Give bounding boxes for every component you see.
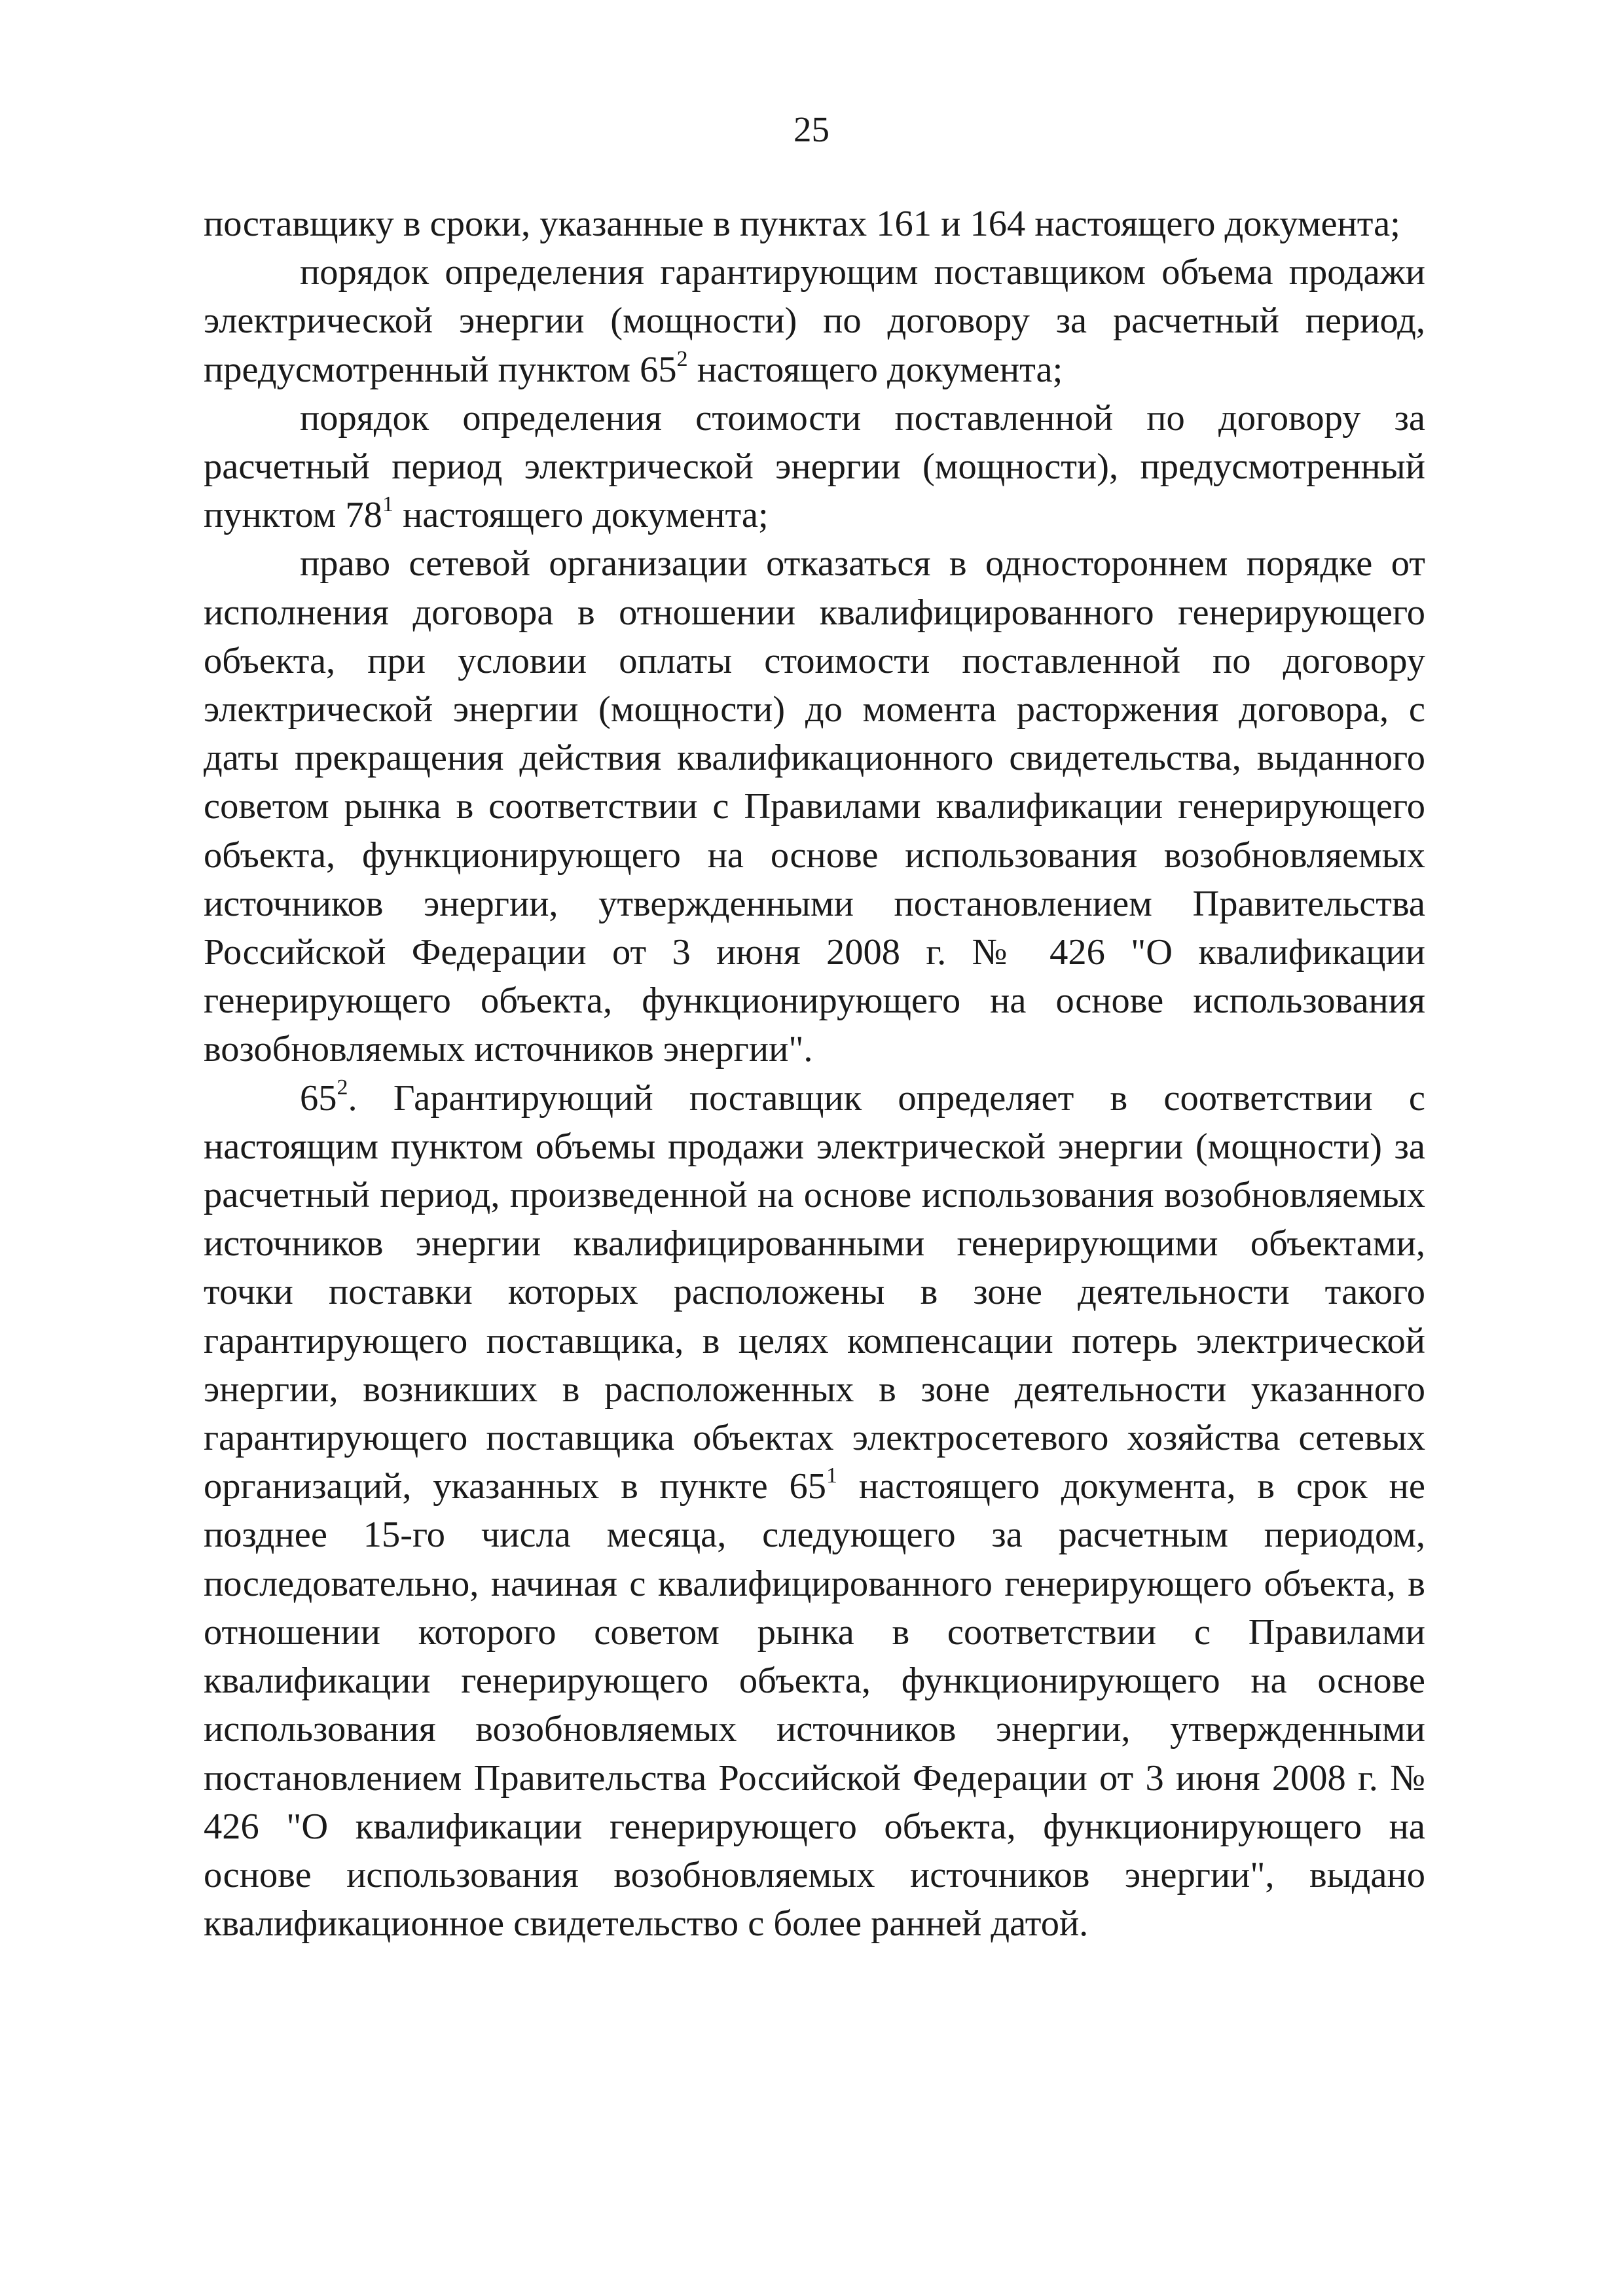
paragraph-5-lead: 65 [300,1077,337,1119]
paragraph-1-text: поставщику в сроки, указанные в пунктах 161 и 164 настоящего документа; [204,204,1400,244]
paragraph-5-superscript: 1 [826,1463,838,1488]
page-number: 25 [793,109,830,149]
paragraph-3-text-end: настоящего документа; [393,495,769,536]
paragraph-3 [204,394,1425,540]
paragraph-2-text: порядок определения гарантирующим поставщиком объема продажи электрической энергии (мощности) по договору за расчетный период, предусмотренный пунктом 65 [204,252,1425,390]
paragraph-5-lead-superscript: 2 [337,1075,348,1100]
paragraph-2 [204,248,1425,394]
paragraph-2-superscript: 2 [676,346,688,371]
paragraph-4-text: право сетевой организации отказаться в одностороннем порядке от исполнения договора в отношении квалифицированного генерирующего объекта, при условии оплаты стоимости поставленной по договору электрической энергии (мощности) до момента расторжения договора, с даты прекращения действия квалификационного свидетельства, выданного советом рынка в соответствии с Правилами квалификации генерирующего объекта, функционирующего на основе использования возобновляемых источников энергии, утвержденными постановлением Правительства Российской Федерации от 3 июня 2008 г. № 426 "О квалификации генерирующего объекта, функционирующего на основе использования возобновляемых источников энергии". [204,543,1425,1070]
document-body [204,200,1425,1948]
paragraph-2-text-end: настоящего документа; [687,349,1063,390]
paragraph-1 [204,200,1425,248]
paragraph-3-superscript: 1 [382,492,393,517]
paragraph-4 [204,539,1425,1073]
paragraph-5-text-end: настоящего документа, в срок не позднее 15-го числа месяца, следующего за расчетным периодом, последовательно, начиная с квалифицированного генерирующего объекта, в отношении которого советом рынка в соответствии с Правилами квалификации генерирующего объекта, функционирующего на основе использования возобновляемых источников энергии, утвержденными постановлением Правительства Российской Федерации от 3 июня 2008 г. № 426 "О квалификации генерирующего объекта, функционирующего на основе использования возобновляемых источников энергии", выдано квалификационное свидетельство с более ранней датой. [204,1466,1425,1945]
paragraph-5 [204,1074,1425,1948]
paragraph-5-text: . Гарантирующий поставщик определяет в соответствии с настоящим пунктом объемы продажи электрической энергии (мощности) за расчетный период, произведенной на основе использования возобновляемых источников энергии квалифицированными генерирующими объектами, точки поставки которых расположены в зоне деятельности такого гарантирующего поставщика, в целях компенсации потерь электрической энергии, возникших в расположенных в зоне деятельности указанного гарантирующего поставщика объектах электросетевого хозяйства сетевых организаций, указанных в пункте 65 [204,1077,1425,1507]
paragraph-3-text: порядок определения стоимости поставленной по договору за расчетный период электрической энергии (мощности), предусмотренный пунктом 78 [204,397,1425,536]
